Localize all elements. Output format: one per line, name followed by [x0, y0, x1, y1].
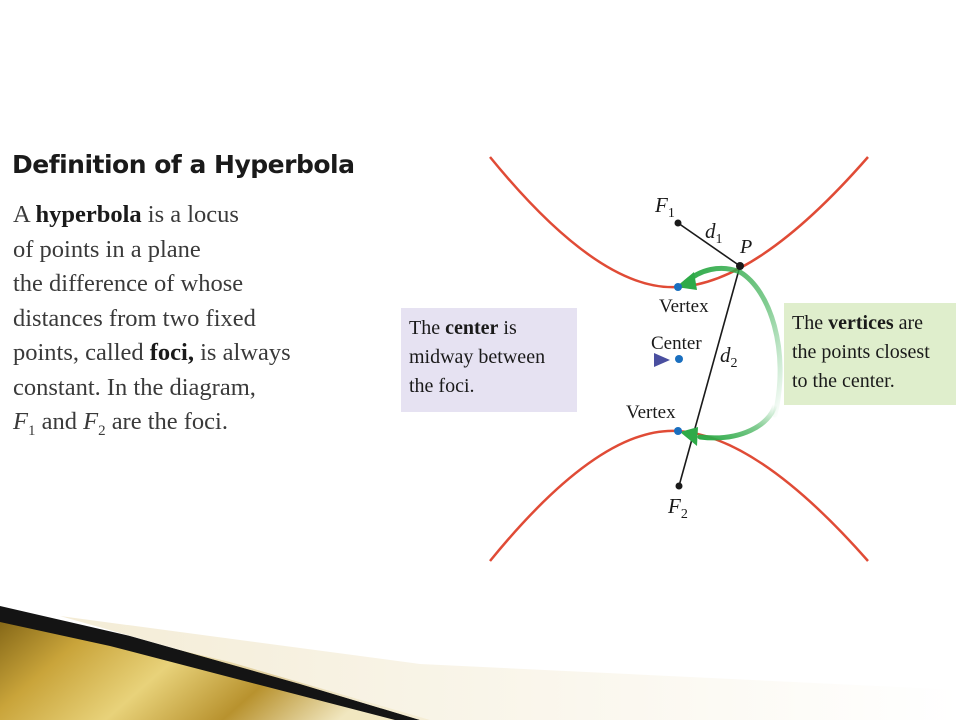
- focus-2-point: [676, 483, 683, 490]
- center-callout-line-3: the foci.: [409, 375, 475, 397]
- definition-line-6: constant. In the diagram,: [13, 373, 256, 401]
- focus-1-label: $F_1$: [655, 193, 675, 221]
- vertices-callout-line-3: to the center.: [792, 370, 895, 392]
- point-p: [736, 262, 744, 270]
- definition-line-7: $F_1$ and $F_2$ are the foci.: [13, 408, 228, 439]
- vertex-bottom-point: [674, 427, 682, 435]
- focus-1-point: [675, 220, 682, 227]
- vertex-arrow-bottom-head: [680, 427, 698, 446]
- p-label: P: [740, 236, 753, 258]
- vertices-callout-line-1: The vertices are: [792, 312, 924, 334]
- page-title: Definition of a Hyperbola: [12, 150, 355, 179]
- center-arrow-head: [654, 353, 670, 367]
- center-callout-line-1: The center is: [409, 317, 517, 339]
- center-label: Center: [651, 333, 702, 354]
- center-point: [675, 355, 683, 363]
- vertex-top-point: [674, 283, 682, 291]
- definition-line-1: A hyperbola is a locus: [13, 201, 239, 228]
- definition-line-4: distances from two fixed: [13, 304, 256, 332]
- definition-line-2: of points in a plane: [13, 235, 201, 263]
- vertex-arrow-bottom: [700, 405, 775, 438]
- vertex-top-label: Vertex: [659, 296, 709, 317]
- definition-line-5: points, called foci, is always: [13, 339, 291, 366]
- focus-2-label: $F_2$: [668, 494, 688, 522]
- definition-line-3: the difference of whose: [13, 270, 244, 297]
- vertex-bottom-label: Vertex: [626, 402, 676, 423]
- vertices-callout-line-2: the points closest: [792, 341, 930, 363]
- d2-label: $d_2$: [720, 343, 738, 371]
- center-callout-line-2: midway between: [409, 346, 546, 368]
- d1-label: $d_1$: [705, 219, 723, 247]
